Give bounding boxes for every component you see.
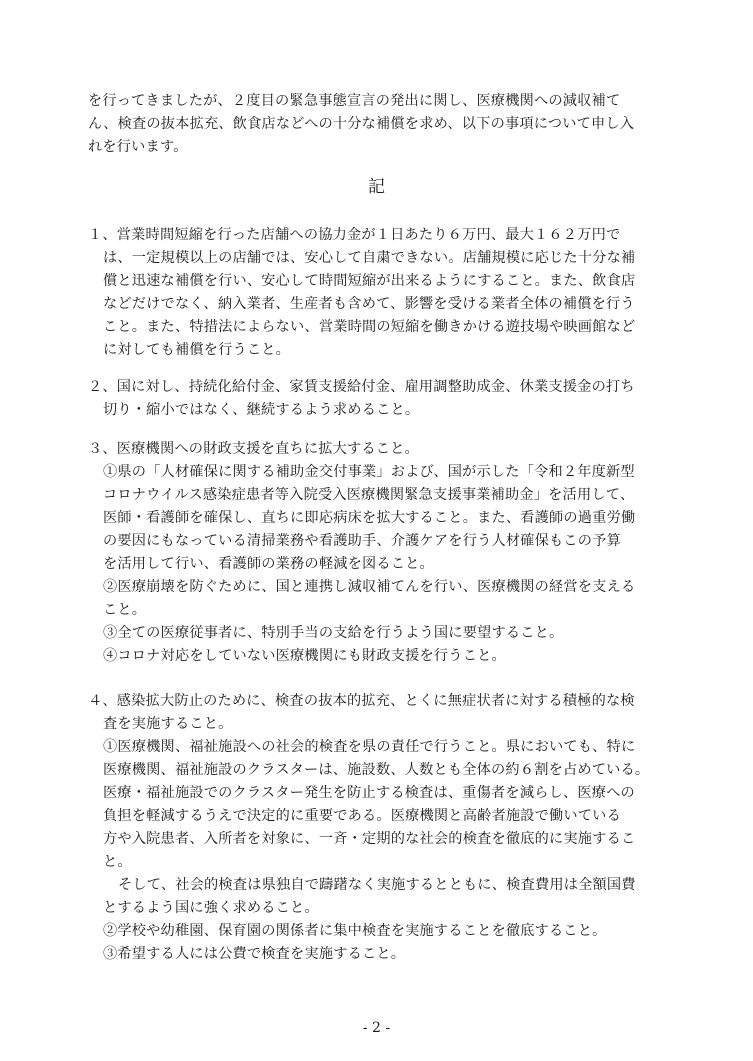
- item4-line-7: 方や入院患者、入所者を対象に、一斉・定期的な社会的検査を徹底的に実施するこ: [103, 831, 636, 847]
- item3-line-5: の要因にもなっている清掃業務や看護助手、介護ケアを行う人材確保もこの予算: [103, 533, 621, 549]
- item4-line-9: そして、社会的検査は県独自で躊躇なく実施するとともに、検査費用は全額国費: [118, 877, 636, 893]
- item2-line-1: ２、国に対し、持続化給付金、家賃支援給付金、雇用調整助成金、休業支援金の打ち: [88, 379, 635, 395]
- item4-line-2: 査を実施すること。: [103, 716, 233, 732]
- item4-line-12: ③希望する人には公費で検査を実施すること。: [103, 946, 406, 962]
- item1-line-6: に対しても補償を行うこと。: [103, 342, 291, 358]
- page-number: - 2 -: [362, 1020, 391, 1036]
- item3-line-2: ①県の「人材確保に関する補助金交付事業」および、国が示した「令和２年度新型: [103, 464, 635, 480]
- item4-line-4: 医療機関、福祉施設のクラスターは、施設数、人数とも全体の約６割を占めている。: [103, 762, 650, 778]
- item3-line-9: ③全ての医療従事者に、特別手当の支給を行うよう国に要望すること。: [103, 625, 564, 641]
- item3-line-10: ④コロナ対応をしていない医療機関にも財政支援を行うこと。: [103, 648, 506, 664]
- item3-line-6: を活用して行い、看護師の業務の軽減を図ること。: [103, 556, 434, 572]
- item4-line-3: ①医療機関、福祉施設への社会的検査を県の責任で行うこと。県においても、特に: [103, 739, 636, 755]
- item3-line-8: こと。: [103, 602, 147, 618]
- intro-line-2: ん、検査の抜本拡充、飲食店などへの十分な補償を求め、以下の事項について申し入: [88, 116, 635, 132]
- intro-line-3: れを行います。: [88, 139, 188, 155]
- intro-line-1: を行ってきましたが、２度目の緊急事態宣言の発出に関し、医療機関への減収補て: [88, 93, 621, 109]
- item3-line-7: ②医療崩壊を防ぐために、国と連携し減収補てんを行い、医療機関の経営を支える: [103, 579, 636, 595]
- item4-line-8: と。: [103, 854, 132, 870]
- item1-line-4: などだけでなく、納入業者、生産者も含めて、影響を受ける業者全体の補償を行う: [103, 296, 635, 312]
- item4-line-11: ②学校や幼稚園、保育園の関係者に集中検査を実施することを徹底すること。: [103, 923, 607, 939]
- item1-line-1: １、営業時間短縮を行った店舗への協力金が１日あたり６万円、最大１６２万円で: [88, 227, 621, 243]
- item3-line-1: ３、医療機関への財政支援を直ちに拡大すること。: [88, 441, 419, 457]
- ki-heading: 記: [368, 177, 385, 197]
- item1-line-3: 償と迅速な補償を行い、安心して時間短縮が出来るようにすること。また、飲食店: [103, 273, 636, 289]
- item4-line-5: 医療・福祉施設でのクラスター発生を防止する検査は、重傷者を減らし、医療への: [103, 785, 635, 801]
- item4-line-1: ４、感染拡大防止のために、検査の抜本的拡充、とくに無症状者に対する積極的な検: [88, 693, 635, 709]
- item3-line-4: 医師・看護師を確保し、直ちに即応病床を拡大すること。また、看護師の過重労働: [103, 510, 636, 526]
- item3-line-3: コロナウイルス感染症患者等入院受入医療機関緊急支援事業補助金」を活用して、: [103, 487, 635, 503]
- item4-line-10: とするよう国に強く求めること。: [103, 900, 319, 916]
- item1-line-2: は、一定規模以上の店舗では、安心して自粛できない。店舗規模に応じた十分な補: [103, 250, 636, 266]
- item1-line-5: こと。また、特措法によらない、営業時間の短縮を働きかける遊技場や映画館など: [103, 319, 636, 335]
- item4-line-6: 負担を軽減するうえで決定的に重要である。医療機関と高齢者施設で働いている: [103, 808, 621, 824]
- item2-line-2: 切り・縮小ではなく、継続するよう求めること。: [103, 402, 420, 418]
